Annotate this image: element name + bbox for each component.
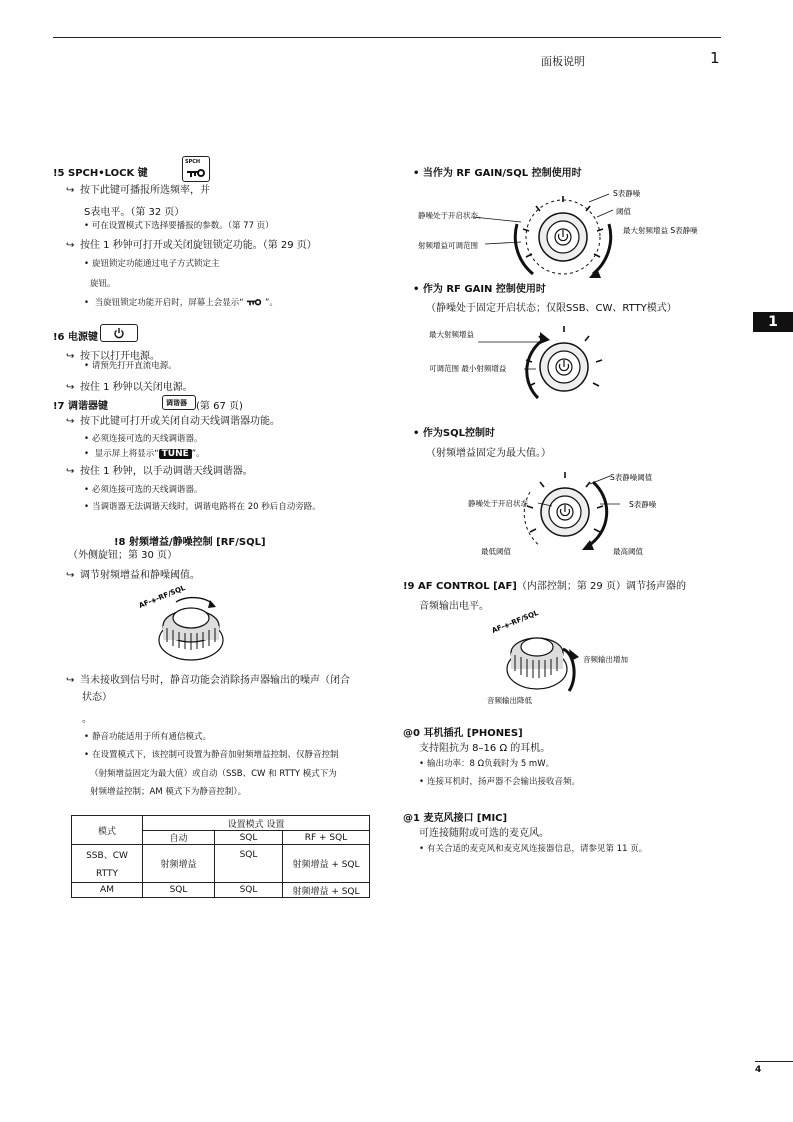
tuner-page-ref: (第 67 页): [196, 401, 243, 412]
power-l3: [66, 378, 193, 393]
d2-title: • 作为 RF GAIN 控制使用时: [413, 284, 546, 295]
arrow-icon: ↪: [66, 185, 75, 196]
spch-l4-text: 按住 1 秒钟可打开或关闭旋钮锁定功能。（第 29 页）: [80, 240, 317, 251]
header-rule: [53, 37, 721, 38]
th-sql: SQL: [215, 831, 283, 845]
spch-key-label: SPCH: [185, 159, 201, 165]
arrow-icon: ↪: [66, 570, 75, 581]
power-key[interactable]: [100, 324, 138, 342]
lock-key-icon: [246, 299, 262, 307]
tuner-l5: • 必须连接可选的天线调谐器。: [84, 483, 203, 495]
cell-auto: 射频增益: [143, 845, 215, 883]
cell-sql: SQL: [215, 883, 283, 898]
mic-l1: 可连接随附或可选的麦克风。: [419, 828, 549, 839]
af-title-num: !9 AF CONTROL [AF]: [403, 581, 517, 592]
mic-title: @1 麦克风接口 [MIC]: [403, 813, 508, 824]
d1-rf-range: 射频增益可调范围: [418, 241, 478, 250]
spch-l1: [66, 181, 210, 196]
tuner-l6: • 当调谐器无法调谐天线时，调谐电路将在 20 秒后自动旁路。: [84, 500, 321, 512]
tuner-l1: [66, 412, 280, 427]
cell-mode: [72, 845, 143, 883]
rfsql-l3-text: 当未接收到信号时，静音功能会消除扬声器输出的噪声（闭合: [80, 675, 350, 686]
arrow-icon: ↪: [66, 382, 75, 393]
power-icon: [113, 327, 125, 339]
phones-l3: • 连接耳机时，扬声器不会输出接收音频。: [419, 775, 580, 787]
cell-rfsql: 射频增益 + SQL: [283, 845, 370, 883]
d2-range: 可调范围 最小射频增益: [429, 364, 507, 373]
sql-dial-diagram: [460, 462, 710, 562]
power-l2: • 请预先打开直流电源。: [84, 361, 177, 371]
chapter-number: 1: [710, 49, 720, 67]
rf-gain-dial-diagram: [424, 320, 624, 410]
tune-badge: TUNE: [159, 449, 192, 459]
rfsql-l5: 。: [82, 714, 92, 725]
spch-l5: • 旋钮锁定功能通过电子方式锁定主: [84, 257, 220, 269]
af-knob-label: AF-◈-RF/SQL: [490, 608, 540, 635]
spch-l6: 旋钮。: [90, 279, 116, 289]
knob-label: AF-◈-RF/SQL: [137, 583, 187, 610]
af-l2: 音频输出电平。: [419, 601, 489, 612]
arrow-icon: ↪: [66, 416, 75, 427]
rfsql-l4: 状态）: [82, 692, 112, 703]
tuner-title: !7 调谐器键: [53, 401, 108, 412]
spch-title: !5 SPCH•LOCK 键: [53, 168, 148, 179]
tuner-l3b-text: ”。: [191, 449, 205, 459]
rfsql-l2-text: 调节射频增益和静噪阈值。: [80, 570, 200, 581]
phones-title: @0 耳机插孔 [PHONES]: [403, 728, 523, 739]
rfsql-l8: （射频增益固定为最大值）或自动（SSB、CW 和 RTTY 模式下为: [90, 769, 337, 779]
mode-settings-table: [71, 815, 370, 898]
chapter-side-tab: 1: [753, 312, 793, 332]
tuner-l3-text: 显示屏上将显示“: [94, 449, 159, 459]
af-title: [403, 577, 686, 592]
phones-l2: • 输出功率：8 Ω负载时为 5 mW。: [419, 757, 554, 769]
power-l3-text: 按住 1 秒钟以关闭电源。: [80, 382, 193, 393]
cell-mode-a: SSB、CW: [86, 851, 128, 861]
cell-rfsql: 射频增益 + SQL: [283, 883, 370, 898]
arrow-icon: ↪: [66, 351, 75, 362]
d3-sql-open: 静噪处于开启状态: [468, 499, 528, 508]
phones-l1: 支持阻抗为 8–16 Ω 的耳机。: [419, 743, 551, 754]
tuner-l4: [66, 462, 253, 477]
spch-l4: [66, 236, 317, 251]
d3-sub: （射频增益固定为最大值。）: [426, 448, 551, 459]
af-title-rest: （内部控制；第 29 页）调节扬声器的: [516, 581, 686, 592]
power-title: !6 电源键: [53, 332, 98, 343]
d3-s-sql-th: S表静噪阈值: [610, 473, 653, 482]
page-number: 4: [755, 1065, 762, 1075]
d3-min-th: 最低阈值: [481, 547, 511, 556]
table-row: [72, 883, 370, 898]
af-inc: 音频输出增加: [583, 655, 628, 664]
spch-l7b-text: ”。: [265, 298, 278, 308]
spch-l1-text: 按下此键可播报所选频率，并: [80, 185, 210, 196]
spch-l7-text: 当旋钮锁定功能开启时，屏幕上会显示“: [94, 298, 244, 308]
d3-max-th: 最高阈值: [613, 547, 643, 556]
cell-mode: AM: [72, 883, 143, 898]
d1-max-rf: 最大射频增益 S表静噪: [623, 226, 698, 235]
rf-gain-sql-dial-diagram: [413, 182, 713, 282]
tuner-l1-text: 按下此键可打开或关闭自动天线调谐器功能。: [80, 416, 280, 427]
section-title: 面板说明: [541, 55, 585, 68]
tuner-l3: [84, 447, 205, 459]
arrow-icon: ↪: [66, 466, 75, 477]
cell-mode-b: RTTY: [96, 869, 118, 879]
d1-threshold: 阈值: [616, 207, 631, 216]
power-l1-text: 按下以打开电源。: [80, 351, 160, 362]
table-row: [72, 845, 370, 883]
d3-s-sql: S表静噪: [629, 500, 657, 509]
tuner-l4-text: 按住 1 秒钟，以手动调谐天线调谐器。: [80, 466, 253, 477]
d2-sub: （静噪处于固定开启状态；仅限SSB、CW、RTTY模式）: [426, 303, 677, 314]
rf-sql-knob-illustration: [136, 578, 246, 663]
rfsql-l3: [66, 671, 350, 686]
rfsql-title: !8 射频增益/静噪控制 [RF/SQL]: [114, 537, 266, 548]
spch-l2: S表电平。（第 32 页）: [84, 207, 185, 218]
spch-lock-key[interactable]: [182, 156, 210, 182]
cell-auto: SQL: [143, 883, 215, 898]
footer-rule: [755, 1061, 793, 1062]
arrow-icon: ↪: [66, 240, 75, 251]
cell-sql: SQL: [215, 845, 283, 883]
d1-s-meter-sql: S表静噪: [613, 189, 641, 198]
af-dec: 音频输出降低: [487, 696, 532, 705]
th-setting: 设置模式 设置: [143, 816, 370, 831]
tuner-l2: • 必须连接可选的天线调谐器。: [84, 432, 203, 444]
spch-l3: • 可在设置模式下选择要播报的参数。（第 77 页）: [84, 221, 274, 231]
th-rfsql: RF + SQL: [283, 831, 370, 845]
af-knob-illustration: [487, 605, 667, 705]
tuner-key[interactable]: [162, 395, 196, 410]
d1-sql-open: 静噪处于开启状态。: [418, 211, 486, 220]
d3-title: • 作为SQL控制时: [413, 428, 495, 439]
th-auto: 自动: [143, 831, 215, 845]
tuner-key-label: 调谐器: [166, 399, 187, 407]
mic-l2: • 有关合适的麦克风和麦克风连接器信息，请参见第 11 页。: [419, 842, 647, 854]
d1-title: • 当作为 RF GAIN/SQL 控制使用时: [413, 168, 582, 179]
rfsql-l6: • 静音功能适用于所有通信模式。: [84, 730, 211, 742]
key-icon: [186, 169, 206, 179]
rfsql-l1: （外侧旋钮；第 30 页）: [68, 550, 178, 561]
rfsql-l9: 射频增益控制；AM 模式下为静音控制）。: [90, 787, 247, 797]
d2-max-rf: 最大射频增益: [429, 330, 474, 339]
spch-l7: [84, 296, 278, 308]
th-mode: 模式: [72, 816, 143, 845]
rfsql-l7: • 在设置模式下，该控制可设置为静音加射频增益控制、仅静音控制: [84, 748, 339, 760]
arrow-icon: ↪: [66, 675, 75, 686]
